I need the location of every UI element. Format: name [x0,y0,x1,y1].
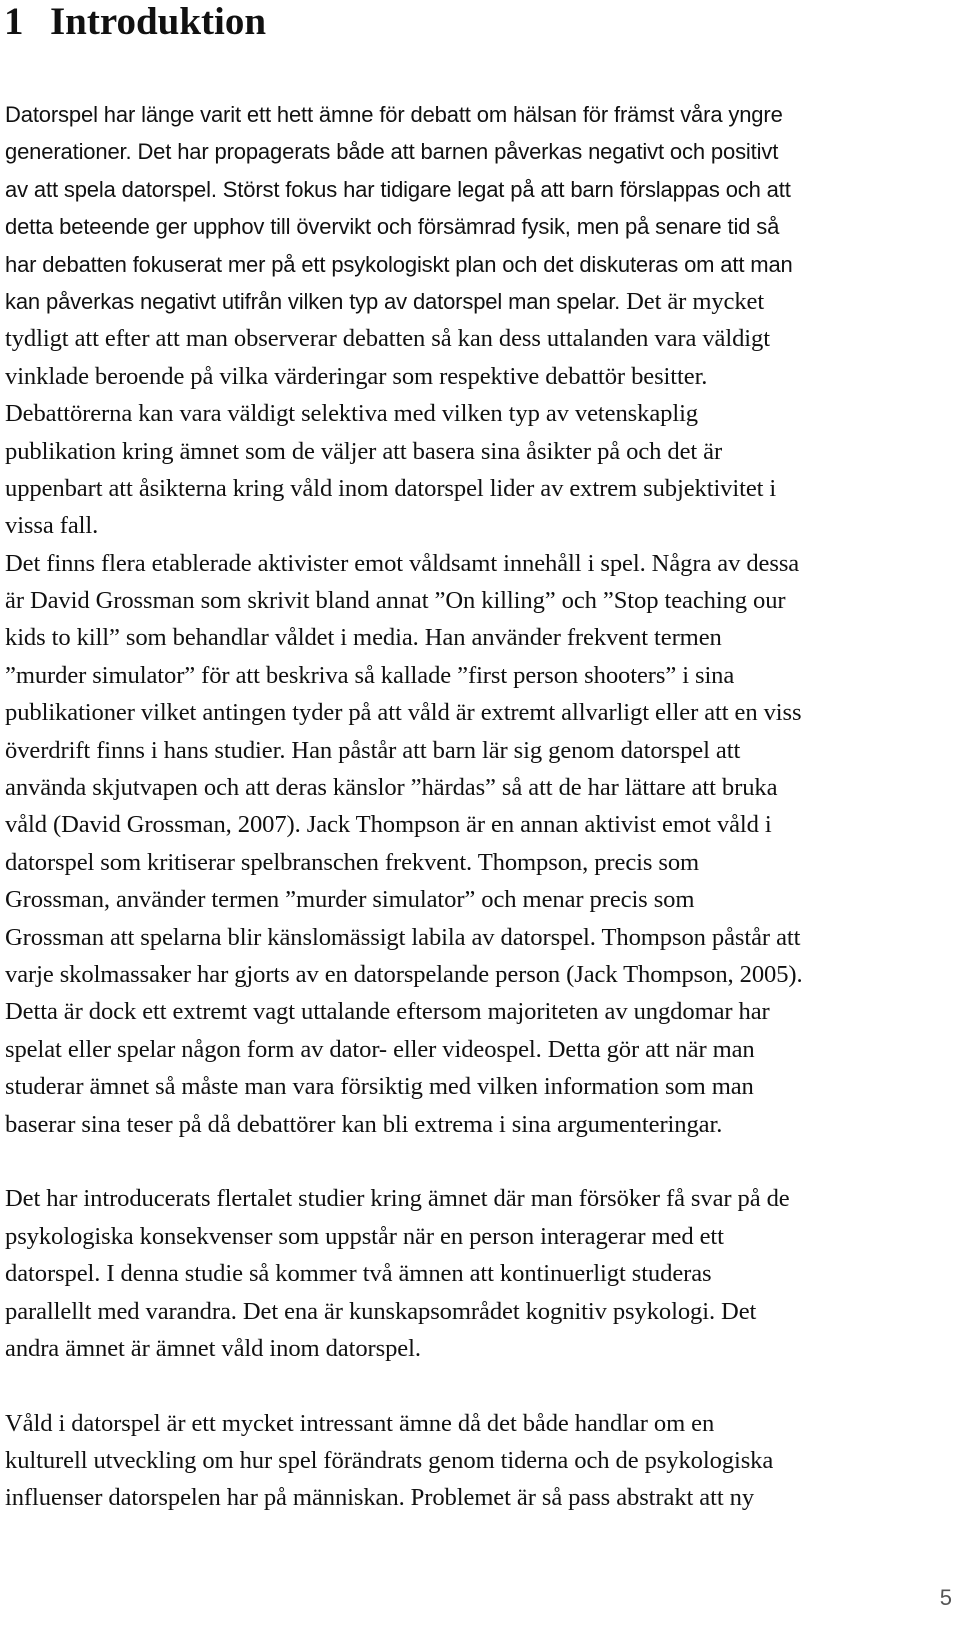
text-line: ”murder simulator” för att beskriva så kallade ”first person shooters” i sina [5,661,735,689]
text-line: Debattörerna kan vara väldigt selektiva med vilken typ av vetenskaplig [5,400,698,428]
text-line: Våld i datorspel är ett mycket intressant ämne då det både handlar om en [5,1409,715,1437]
text-line: Grossman, använder termen ”murder simulator” och menar precis som [5,886,695,914]
section-title: Introduktion [50,0,267,43]
text-line: generationer. Det har propagerats både att barnen påverkas negativt och positivt [5,139,779,165]
text-line [5,171,953,208]
text-line: kids to kill” som behandlar våldet i media. Han använder frekvent termen [5,624,722,652]
text-line: vinklade beroende på vilka värderingar som respektive debattör besitter. [5,362,708,390]
paragraph [5,1405,953,1517]
text-line: spelat eller spelar någon form av dator- eller videospel. Detta gör att när man [5,1035,755,1063]
text-line: Det har introducerats flertalet studier kring ämnet där man försöker få svar på de [5,1185,790,1213]
paragraph [5,96,953,1143]
text-line: kulturell utveckling om hur spel förändrats genom tiderna och de psykologiska [5,1447,774,1475]
text-line: baserar sina teser på då debattörer kan bli extrema i sina argumenteringar. [5,1110,723,1138]
text-line: har debatten fokuserat mer på ett psykologiskt plan och det diskuteras om att man [5,251,793,277]
paragraph-gap [5,1367,953,1404]
paragraph-gap [5,1143,953,1180]
text-line: detta beteende ger upphov till övervikt och försämrad fysik, men på senare tid så [5,214,780,240]
body-text [5,96,953,1517]
section-number: 1 [4,0,24,43]
text-line: vissa fall. [5,512,99,540]
page-number: 5 [939,1585,952,1610]
text-line: Detta är dock ett extremt vagt uttalande eftersom majoriteten av ungdomar har [5,998,770,1026]
text-line: publikationer vilket antingen tyder på att våld är extremt allvarligt eller att en viss [5,699,802,727]
text-line: publikation kring ämnet som de väljer att basera sina åsikter på och det är [5,437,723,465]
text-line: våld (David Grossman, 2007). Jack Thompson är en annan aktivist emot våld i [5,811,772,839]
text-line: parallellt med varandra. Det ena är kunskapsområdet kognitiv psykologi. Det [5,1297,757,1325]
text-segment: Det är mycket [626,287,765,315]
text-line: Det finns flera etablerade aktivister emot våldsamt innehåll i spel. Några av dessa [5,549,800,577]
text-line: datorspel som kritiserar spelbranschen frekvent. Thompson, precis som [5,848,700,876]
text-line: tydligt att efter att man observerar debatten så kan dess uttalanden vara väldigt [5,325,770,353]
text-segment: kan påverkas negativt utifrån vilken typ av datorspel man spelar. [5,288,627,314]
section-heading [4,0,266,44]
text-line: andra ämnet är ämnet våld inom datorspel. [5,1334,421,1362]
text-segment: av att spela datorspel. [5,176,223,202]
text-line: Grossman att spelarna blir känslomässigt labila av datorspel. Thompson påstår att [5,923,801,951]
text-line: överdrift finns i hans studier. Han påstår att barn lär sig genom datorspel att [5,736,741,764]
text-line: psykologiska konsekvenser som uppstår när en person interagerar med ett [5,1222,724,1250]
text-line: studerar ämnet så måste man vara försiktig med vilken information som man [5,1073,754,1101]
text-line: använda skjutvapen och att deras känslor ”härdas” så att de har lättare att bruka [5,774,778,802]
text-line: influenser datorspelen har på människan. Problemet är så pass abstrakt att ny [5,1484,755,1512]
text-line: är David Grossman som skrivit bland annat ”On killing” och ”Stop teaching our [5,587,786,615]
text-line: varje skolmassaker har gjorts av en datorspelande person (Jack Thompson, 2005). [5,960,803,988]
text-line: datorspel. I denna studie så kommer två ämnen att kontinuerligt studeras [5,1260,712,1288]
text-line: Datorspel har länge varit ett hett ämne för debatt om hälsan för främst våra yngre [5,102,783,127]
text-line [5,283,953,320]
paragraph [5,1180,953,1367]
text-line: uppenbart att åsikterna kring våld inom datorspel lider av extrem subjektivitet i [5,474,777,502]
text-segment: Störst fokus har tidigare legat på att barn förslappas och att [222,176,791,202]
